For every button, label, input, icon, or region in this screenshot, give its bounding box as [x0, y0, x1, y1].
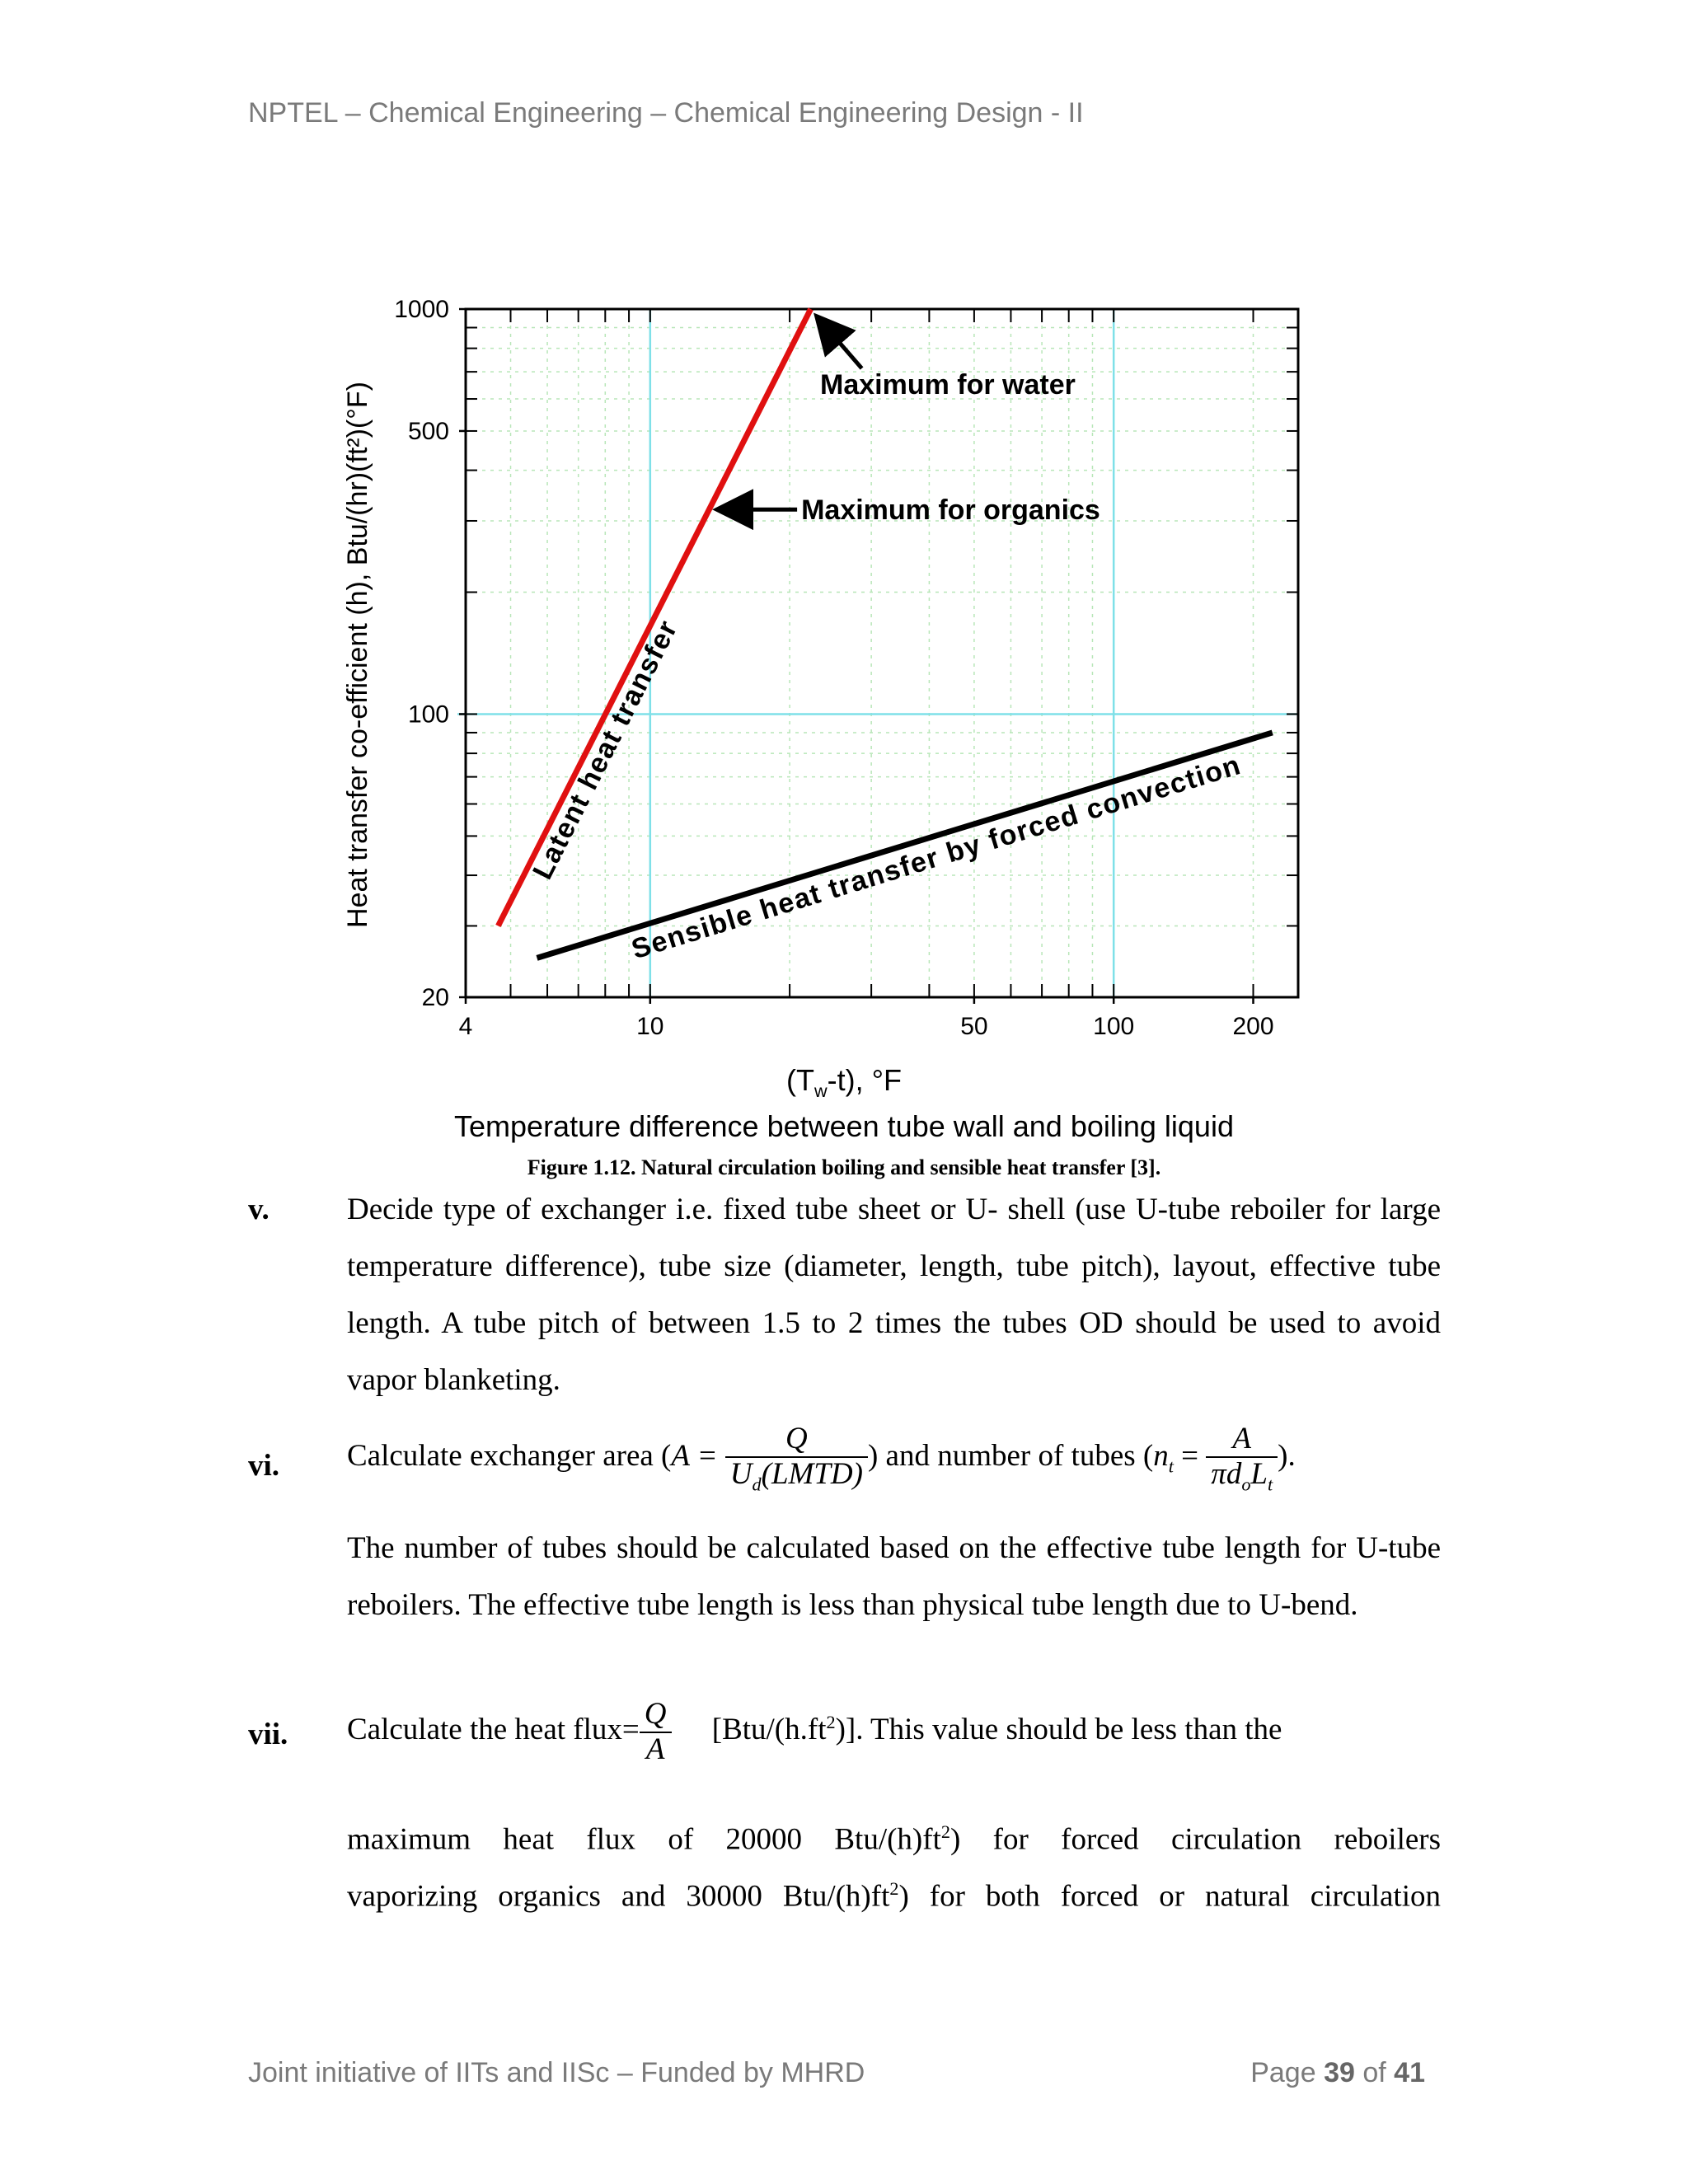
page-number: Page 39 of 41	[1250, 2057, 1425, 2088]
list-item-v	[248, 1181, 1441, 1412]
series-lines	[498, 309, 1272, 965]
y-axis-label: Heat transfer co-efficient (h), Btu/(hr)(ft²)(°F)	[342, 382, 373, 928]
x-tick-label: 100	[1093, 1013, 1135, 1040]
tubes-equation: $\frac{A}{\pi d_oL_t}$	[1206, 1422, 1278, 1495]
x-axis-label: $(T_w-t)$, °F	[786, 1063, 902, 1102]
list-item-vi	[248, 1422, 1441, 1694]
item-equation-line: Calculate the heat flux= $\frac{Q}{A}$ $[Btu/(h.ft^2)]$. This value should be less than the	[347, 1697, 1282, 1766]
x-tick-label: 10	[636, 1013, 664, 1040]
item-line-3: vaporizing organics and 30000 Btu/$(h)ft^2$) for both forced or natural circulation	[347, 1878, 1441, 1914]
axis-ticks	[459, 309, 1298, 1004]
page-header: NPTEL – Chemical Engineering – Chemical Engineering Design - II	[248, 97, 1084, 129]
y-tick-label: 500	[407, 417, 449, 445]
y-tick-label: 20	[421, 984, 449, 1011]
item-equation-line: Calculate exchanger area (A = $\frac{Q}{U_d(LMTD)}$ ) and number of tubes ($n_t$ = $\frac{A}{\pi d_oL_t}$ ).	[347, 1422, 1296, 1495]
annotations	[720, 319, 1100, 526]
list-item-vii	[248, 1698, 1441, 1912]
figure-caption: Figure 1.12. Natural circulation boiling and sensible heat transfer [3].	[527, 1155, 1161, 1179]
annotation-arrow	[819, 319, 862, 368]
item-line-2: maximum heat flux of 20000 Btu/$(h)ft^2$) for forced circulation reboilers	[347, 1821, 1441, 1857]
series-label: Sensible heat transfer by forced convection	[627, 749, 1245, 966]
series-label: Latent heat transfer	[527, 614, 684, 884]
item-paragraph: The number of tubes should be calculated based on the effective tube length for U-tube reboilers. The effective tube length is less than physical tube length due to U-bend.	[347, 1531, 1441, 1622]
minor-grid	[466, 309, 1298, 997]
series-line	[537, 733, 1273, 958]
annotation-label: Maximum for water	[820, 369, 1076, 401]
y-tick-label: 1000	[394, 296, 449, 323]
tick-labels	[394, 296, 1273, 1040]
heat-flux-equation: $\frac{Q}{A}$	[640, 1698, 672, 1766]
x-tick-label: 4	[458, 1013, 473, 1040]
annotation-label: Maximum for organics	[801, 494, 1100, 527]
x-axis-description: Temperature difference between tube wall and boiling liquid	[454, 1109, 1234, 1143]
roman-numeral: v.	[248, 1193, 270, 1226]
x-tick-label: 200	[1232, 1013, 1274, 1040]
major-grid	[457, 309, 1298, 997]
x-tick-label: 50	[960, 1013, 988, 1040]
y-tick-label: 100	[407, 701, 449, 729]
page-footer-left: Joint initiative of IITs and IISc – Funded by MHRD	[248, 2057, 865, 2088]
item-text: Decide type of exchanger i.e. fixed tube sheet or U- shell (use U-tube reboiler for large temperature difference), tube size (diameter, length, tube pitch), layout, effective tube length. A tube pitch of between 1.5 to 2 times the tubes OD should be used to avoid vapor blanketing.	[347, 1193, 1441, 1397]
plot-frame	[466, 309, 1298, 997]
y-axis-label-group	[342, 382, 373, 928]
area-equation: $\frac{Q}{U_d(LMTD)}$	[725, 1422, 868, 1495]
roman-numeral: vi.	[248, 1449, 280, 1483]
roman-numeral: vii.	[248, 1718, 288, 1751]
